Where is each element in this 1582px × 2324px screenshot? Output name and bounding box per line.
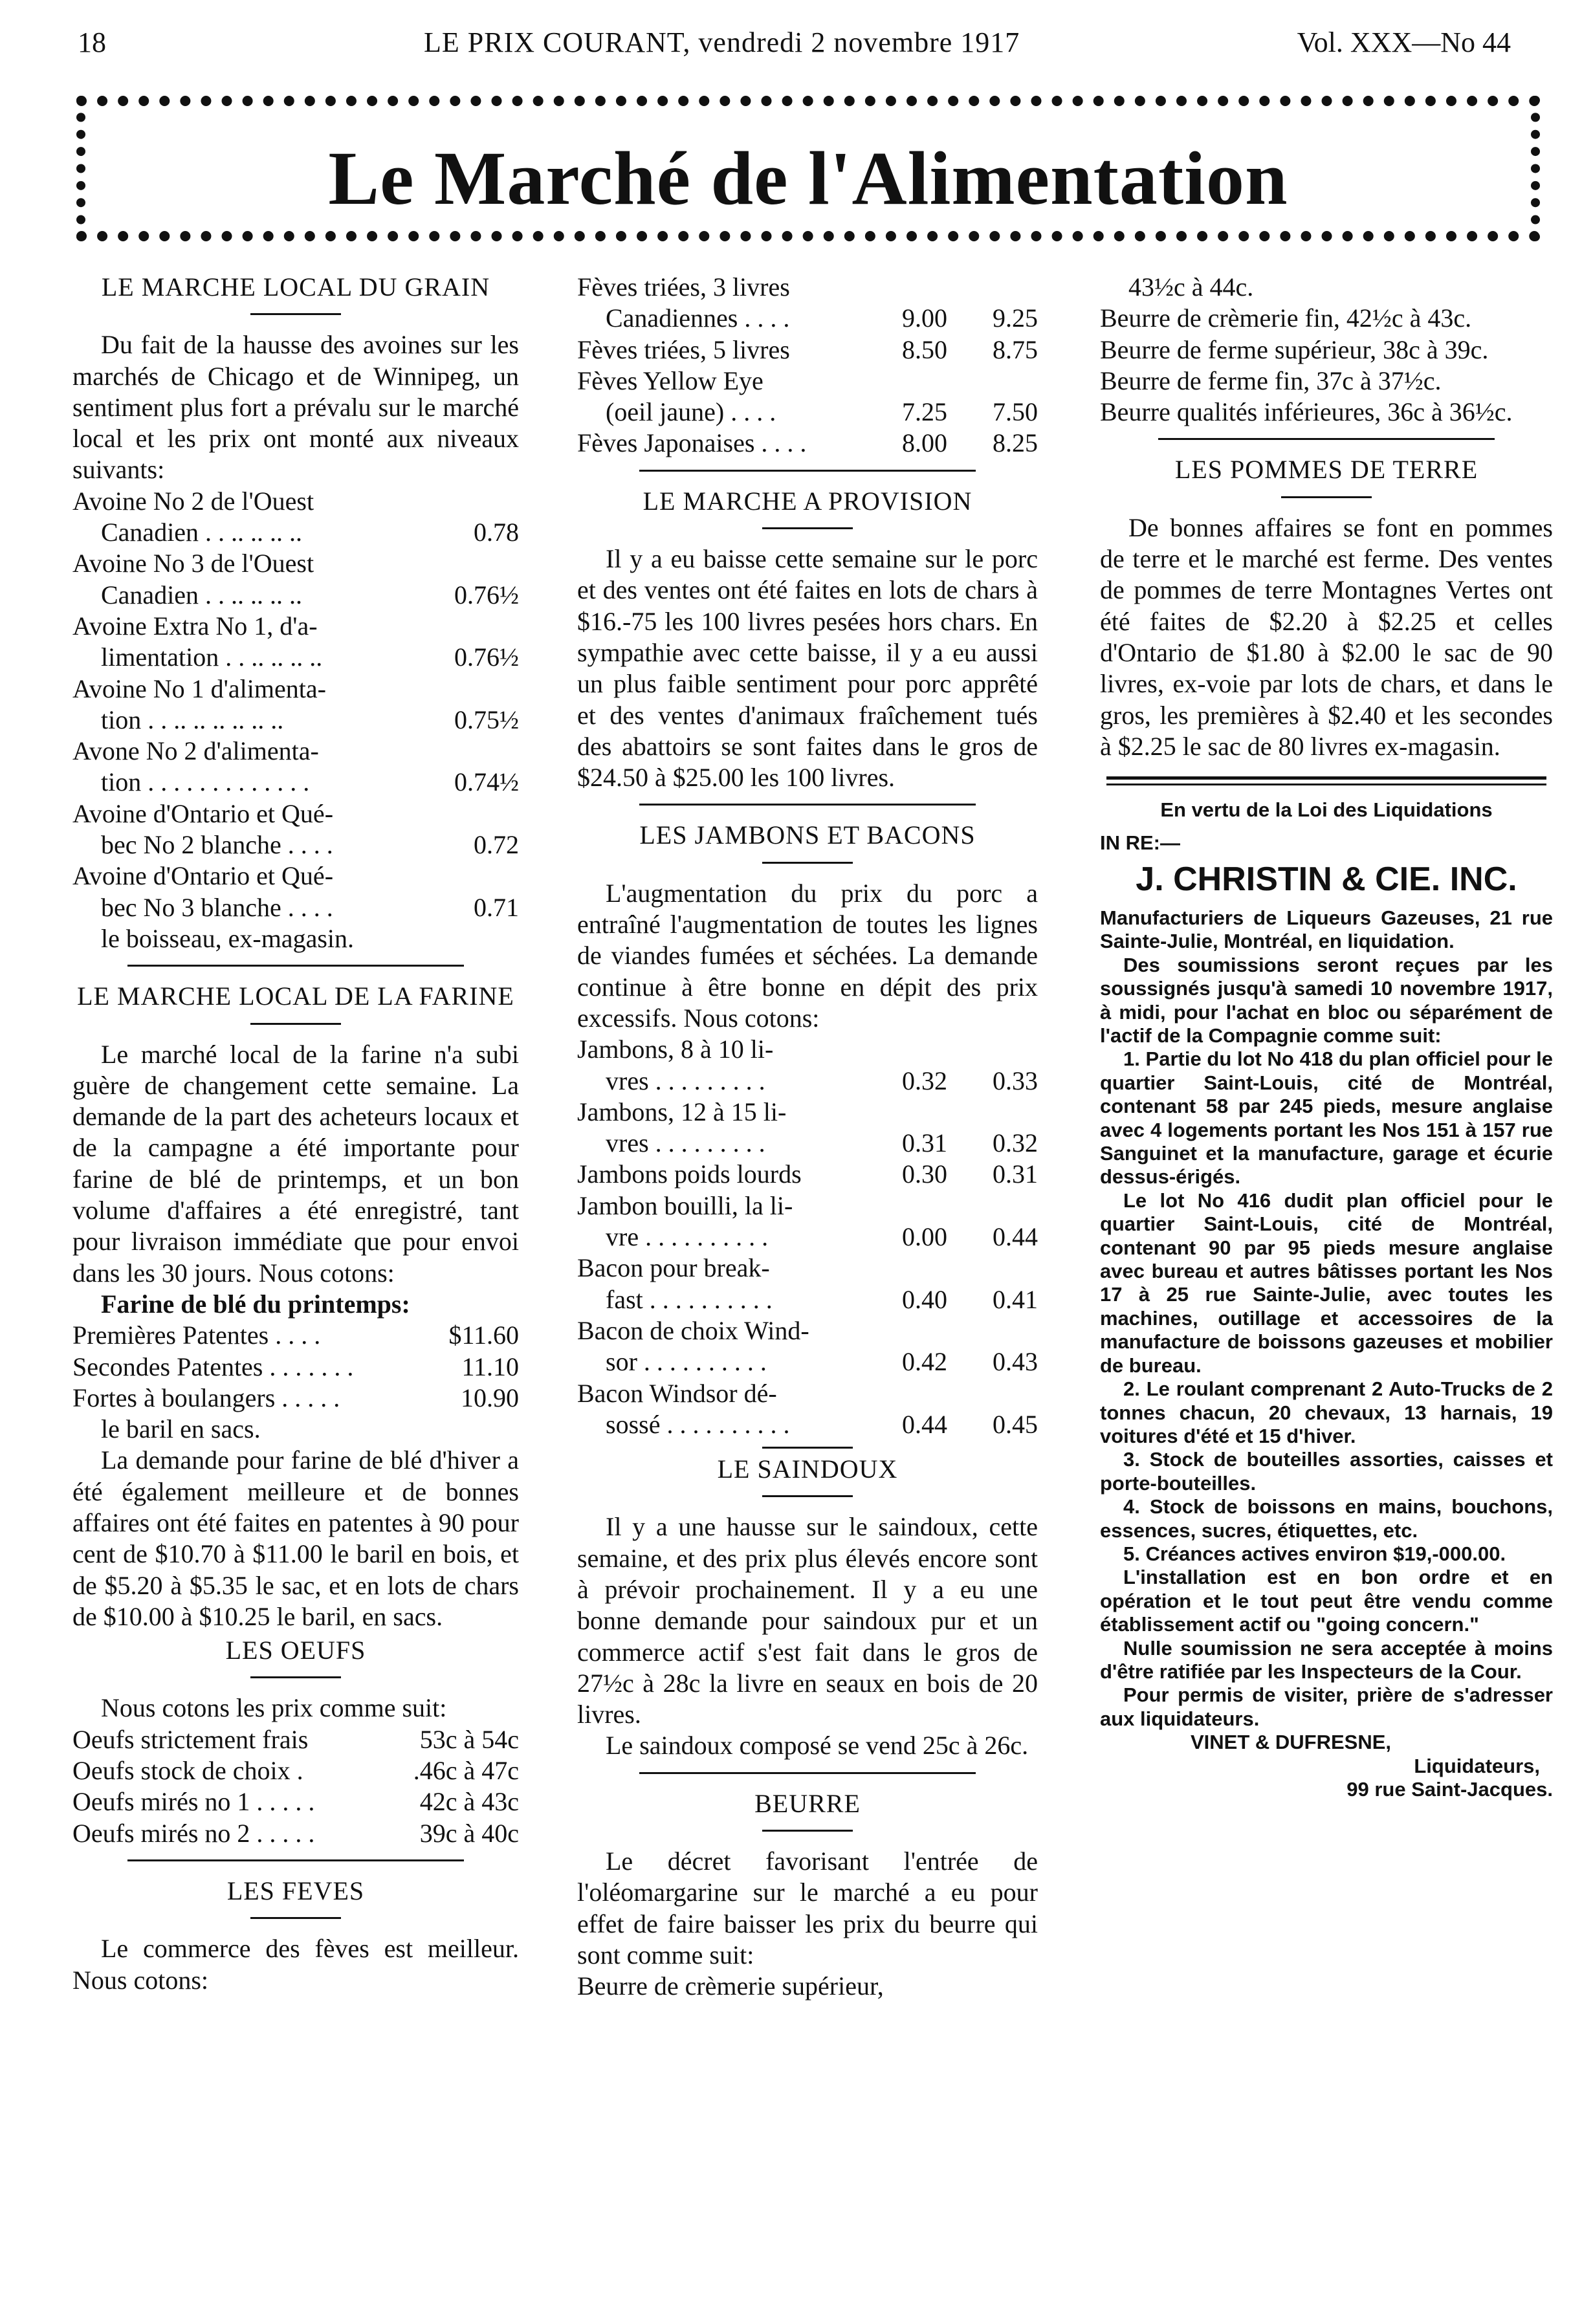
- item-name: Fèves triées, 5 livres: [577, 334, 790, 364]
- page-number: 18: [78, 27, 106, 58]
- item-price: 0.72: [474, 830, 519, 860]
- article-heading: LES FEVES: [226, 1876, 365, 1905]
- item-price-high: 0.32: [993, 1128, 1038, 1158]
- item-name: Premières Patentes . . . .: [72, 1321, 321, 1350]
- article-heading: LE MARCHE LOCAL DE LA FARINE: [77, 981, 514, 1011]
- price-item: [72, 736, 519, 798]
- grain-article: [72, 272, 519, 954]
- legal-notice: [1100, 798, 1553, 1801]
- column-2: [577, 272, 1038, 2002]
- item-price: .46c à 47c: [413, 1756, 519, 1786]
- item-name-cont: sor . . . . . . . . . .: [606, 1347, 767, 1377]
- article-heading: LE MARCHE LOCAL DU GRAIN: [101, 272, 490, 301]
- item-price-low: 8.00: [902, 428, 947, 458]
- legal-item: Le lot No 416 dudit plan officiel pour le quartier Saint-Louis, cité de Montréal, contenant 90 par 95 pieds mesure anglaise avec bureau et autres bâtisses portant les Nos 17 à 25 rue Sainte-Julie, avec toutes les machines, outillage et accessoires de la manufacture de boissons gazeuses et mobilier de bureau.: [1100, 1189, 1553, 1377]
- divider: [1106, 776, 1546, 780]
- price-item: [72, 611, 519, 674]
- price-item: [72, 548, 519, 611]
- signatory-address: 99 rue Saint-Jacques.: [1346, 1778, 1553, 1801]
- price-item: Beurre de crèmerie fin, 42½c à 43c.: [1100, 303, 1472, 333]
- volume-number: Vol. XXX—No 44: [1297, 27, 1511, 58]
- divider: [250, 1676, 341, 1678]
- price-item: Beurre de ferme supérieur, 38c à 39c.: [1100, 334, 1489, 364]
- article-paragraph: Nous cotons les prix comme suit:: [101, 1693, 447, 1723]
- item-name: Fèves Japonaises . . . .: [577, 428, 807, 458]
- item-price-low: 0.32: [902, 1066, 947, 1095]
- item-name-cont: limentation . . .. .. .. ..: [101, 642, 323, 672]
- item-price: 10.90: [461, 1383, 519, 1412]
- column-3: [1100, 272, 1553, 1801]
- price-item: [72, 861, 519, 923]
- article-paragraph: Du fait de la hausse des avoines sur les marchés de Chicago et de Winnipeg, un sentiment plus fort a prévalu sur le marché local et les prix ont monté aux niveaux suivants:: [72, 330, 519, 485]
- item-name-cont: tion . . .. .. .. .. .. ..: [101, 705, 284, 734]
- item-price-high: 9.25: [993, 303, 1038, 333]
- section-banner: [76, 96, 1540, 241]
- divider: [762, 1495, 853, 1497]
- legal-item: 4. Stock de boissons en mains, bouchons, essences, sucres, étiquettes, etc.: [1100, 1495, 1553, 1542]
- company-name: J. CHRISTIN & CIE. INC.: [1136, 860, 1517, 898]
- item-price-high: 0.41: [993, 1284, 1038, 1314]
- item-price: 11.10: [461, 1352, 519, 1381]
- price-item: [72, 486, 519, 549]
- publication-line: LE PRIX COURANT, vendredi 2 novembre 1917: [424, 27, 1020, 58]
- item-name: Secondes Patentes . . . . . . .: [72, 1352, 354, 1381]
- article-paragraph: L'augmentation du prix du porc a entraîné l'augmentation de toutes les lignes de viandes fumées et séchées. La demande continue à être bonne en dépit des prix excessifs. Nous cotons:: [577, 878, 1038, 1033]
- article-heading: BEURRE: [754, 1788, 861, 1818]
- farine-article: [72, 981, 519, 1632]
- divider: [250, 1023, 341, 1025]
- item-name: Avoine No 2 de l'Ouest: [72, 486, 314, 516]
- item-price: 42c à 43c: [419, 1787, 519, 1817]
- item-name-cont: bec No 3 blanche . . . .: [101, 892, 333, 922]
- item-price-high: 0.31: [993, 1159, 1038, 1189]
- item-price-low: 9.00: [902, 303, 947, 333]
- price-list: [72, 486, 519, 923]
- feves-price-list: [577, 272, 1038, 459]
- article-paragraph: Le décret favorisant l'entrée de l'oléomargarine sur le marché a eu pour effet de faire baisser les prix du beurre qui sont comme suit:: [577, 1847, 1038, 1969]
- legal-item: 2. Le roulant comprenant 2 Auto-Trucks de 2 tonnes chacun, 20 chevaux, 13 harnais, 19 voitures d'été et 15 d'hiver.: [1100, 1377, 1553, 1447]
- item-price-high: 8.75: [993, 334, 1038, 364]
- price-note: le baril en sacs.: [101, 1414, 261, 1444]
- item-price-high: 0.44: [993, 1222, 1038, 1252]
- item-name: Oeufs mirés no 1 . . . . .: [72, 1787, 315, 1817]
- section-title: Le Marché de l'Alimentation: [328, 136, 1288, 221]
- item-name: Jambons, 12 à 15 li-: [577, 1097, 787, 1126]
- article-heading: LES POMMES DE TERRE: [1174, 455, 1478, 485]
- item-price: 0.71: [474, 892, 519, 922]
- article-paragraph: Le commerce des fèves est meilleur. Nous cotons:: [72, 1934, 519, 1995]
- price-item: [72, 798, 519, 861]
- item-price-low: 0.44: [902, 1409, 947, 1439]
- signatory-role: Liquidateurs,: [1414, 1754, 1540, 1777]
- item-price: 0.78: [474, 518, 519, 547]
- item-price-low: 0.31: [902, 1128, 947, 1158]
- item-price: 53c à 54c: [419, 1724, 519, 1754]
- item-price: $11.60: [448, 1321, 519, 1350]
- article-heading: LES JAMBONS ET BACONS: [639, 820, 976, 850]
- article-paragraph: Il y a une hausse sur le saindoux, cette semaine, et des prix plus élevés encore sont à prévoir prochainement. Il y a eu une bonne demande pour saindoux pur et un commerce actif s'est fait dans le gros de 27½c à 28c la livre en seaux en bois de 20 livres.: [577, 1512, 1038, 1729]
- legal-paragraph: Des soumissions seront reçues par les soussignés jusqu'à samedi 10 novembre 1917, à midi, pour l'achat en bloc ou séparément de l'actif de la Compagnie comme suit:: [1100, 953, 1553, 1047]
- item-name-cont: vre . . . . . . . . . .: [606, 1222, 769, 1252]
- divider: [639, 804, 976, 806]
- divider: [1106, 784, 1546, 785]
- item-price-low: 0.00: [902, 1222, 947, 1252]
- item-name: Fortes à boulangers . . . . .: [72, 1383, 340, 1412]
- legal-in-re: IN RE:—: [1100, 831, 1180, 854]
- item-name-cont: vres . . . . . . . . .: [606, 1128, 765, 1158]
- item-name: Avoine d'Ontario et Qué-: [72, 861, 334, 891]
- item-name: Fèves triées, 3 livres: [577, 272, 790, 301]
- item-name-cont: Canadien . . .. .. .. ..: [101, 580, 303, 609]
- item-name: Oeufs strictement frais: [72, 1724, 309, 1754]
- price-note: le boisseau, ex-magasin.: [101, 923, 354, 953]
- item-name-cont: Canadiennes . . . .: [606, 303, 790, 333]
- item-name-cont: (oeil jaune) . . . .: [606, 397, 776, 427]
- divider: [250, 313, 341, 315]
- item-price-low: 0.40: [902, 1284, 947, 1314]
- provision-article: [577, 486, 1038, 794]
- item-name-cont: bec No 2 blanche . . . .: [101, 830, 333, 860]
- item-price: 0.74½: [454, 767, 519, 797]
- divider: [127, 1859, 464, 1861]
- item-name: Oeufs mirés no 2 . . . . .: [72, 1818, 315, 1848]
- item-price-high: 0.43: [993, 1347, 1038, 1377]
- signatory: VINET & DUFRESNE,: [1191, 1731, 1392, 1754]
- item-price-high: 0.45: [993, 1409, 1038, 1439]
- divider: [762, 862, 853, 864]
- divider: [127, 965, 464, 967]
- feves-article: [72, 1876, 519, 1996]
- legal-paragraph: Manufacturiers de Liqueurs Gazeuses, 21 rue Sainte-Julie, Montréal, en liquidation.: [1100, 906, 1553, 953]
- oeufs-article: [72, 1635, 519, 1849]
- divider: [250, 1917, 341, 1919]
- legal-paragraph: Pour permis de visiter, prière de s'adresser aux liquidateurs.: [1100, 1683, 1553, 1730]
- price-item: Beurre de ferme fin, 37c à 37½c.: [1100, 366, 1442, 395]
- item-price-low: 7.25: [902, 397, 947, 427]
- beurre-price-list: [1100, 272, 1553, 428]
- price-item: [72, 674, 519, 736]
- item-price-low: 0.42: [902, 1347, 947, 1377]
- item-name: Bacon pour break-: [577, 1253, 770, 1283]
- item-price-high: 7.50: [993, 397, 1038, 427]
- article-heading: LE MARCHE A PROVISION: [643, 486, 972, 516]
- divider: [762, 1447, 853, 1449]
- divider: [1158, 438, 1495, 440]
- jambons-article: [577, 820, 1038, 1440]
- item-name-cont: tion . . . . . . . . . . . . .: [101, 767, 310, 797]
- item-name: Avoine d'Ontario et Qué-: [72, 798, 334, 828]
- item-name: Bacon Windsor dé-: [577, 1378, 777, 1408]
- item-price: 0.76½: [454, 642, 519, 672]
- article-paragraph: Beurre de crèmerie supérieur,: [577, 1971, 884, 2001]
- item-name: Oeufs stock de choix .: [72, 1756, 303, 1786]
- legal-item: 1. Partie du lot No 418 du plan officiel pour le quartier Saint-Louis, cité de Montréal, contenant 58 par 245 pieds, mesure anglaise avec 4 logements portant les Nos 151 à 157 rue Sanguinet et la manufacture, garage et écurie dessus-érigés.: [1100, 1047, 1553, 1189]
- divider: [762, 527, 853, 529]
- column-1: [72, 272, 519, 1996]
- item-name-cont: Canadien . . .. .. .. ..: [101, 518, 303, 547]
- legal-item: 5. Créances actives environ $19,-000.00.: [1123, 1542, 1506, 1565]
- item-price-high: 8.25: [993, 428, 1038, 458]
- article-paragraph: De bonnes affaires se font en pommes de terre et le marché est ferme. Des ventes de pommes de terre Montagnes Vertes ont été faites de $2.20 à $2.25 et celles d'Ontario de $1.80 à $2.00 le sac de 90 livres, ex-voie par lots de chars, et dans le gros, les premières à $2.40 et les secondes à $2.25 le sac de 80 livres ex-magasin.: [1100, 512, 1553, 761]
- divider: [639, 1772, 976, 1774]
- item-price: 0.76½: [454, 580, 519, 609]
- item-price-low: 8.50: [902, 334, 947, 364]
- article-paragraph: Le saindoux composé se vend 25c à 26c.: [606, 1731, 1029, 1760]
- article-heading: LE SAINDOUX: [717, 1454, 898, 1484]
- item-price-low: 0.30: [902, 1159, 947, 1189]
- item-name: Fèves Yellow Eye: [577, 366, 764, 395]
- price-item: Beurre qualités inférieures, 36c à 36½c.: [1100, 397, 1513, 427]
- item-price: 39c à 40c: [419, 1818, 519, 1848]
- item-name: Avoine No 3 de l'Ouest: [72, 549, 314, 578]
- subheading: Farine de blé du printemps:: [101, 1289, 410, 1319]
- divider: [762, 1830, 853, 1832]
- item-name-cont: fast . . . . . . . . . .: [606, 1284, 773, 1314]
- item-price: 0.75½: [454, 705, 519, 734]
- item-name: Avoine Extra No 1, d'a-: [72, 611, 318, 641]
- item-name: Bacon de choix Wind-: [577, 1315, 809, 1345]
- article-heading: LES OEUFS: [225, 1636, 366, 1665]
- divider: [639, 470, 976, 472]
- divider: [1281, 496, 1372, 498]
- beurre-article: [577, 1788, 1038, 2002]
- item-name: Avone No 2 d'alimenta-: [72, 736, 319, 766]
- item-name-cont: vres . . . . . . . . .: [606, 1066, 765, 1095]
- legal-paragraph: Nulle soumission ne sera acceptée à moins d'être ratifiée par les Inspecteurs de la Cour.: [1100, 1636, 1553, 1683]
- article-paragraph: Le marché local de la farine n'a subi guère de changement cette semaine. La demande de la part des acheteurs locaux et de la campagne a été importante pour farine de blé de printemps, et un bon volume d'affaires a été enregistré, tant pour livraison immédiate que pour envoi dans les 30 jours. Nous cotons:: [72, 1039, 519, 1288]
- item-name: Avoine No 1 d'alimenta-: [72, 674, 326, 703]
- article-paragraph: La demande pour farine de blé d'hiver a été également meilleure et de bonnes affaires ont été faites en patentes à 90 pour cent de $10.70 à $11.00 le baril en bois, et de $5.20 à $5.35 le sac, et en lots de chars de $10.00 à $10.25 le baril, en sacs.: [72, 1445, 519, 1631]
- pommes-article: [1100, 454, 1553, 762]
- price-item: 43½c à 44c.: [1128, 272, 1254, 301]
- item-name: Jambons poids lourds: [577, 1159, 802, 1189]
- item-price-high: 0.33: [993, 1066, 1038, 1095]
- item-name-cont: sossé . . . . . . . . . .: [606, 1409, 790, 1439]
- legal-title: En vertu de la Loi des Liquidations: [1160, 798, 1493, 822]
- legal-item: 3. Stock de bouteilles assorties, caisses et porte-bouteilles.: [1100, 1448, 1553, 1495]
- saindoux-article: [577, 1454, 1038, 1762]
- article-paragraph: Il y a eu baisse cette semaine sur le porc et des ventes ont été faites en lots de chars à $16.-75 les 100 livres pesées hors chars. En sympathie avec cette baisse, il y a eu aussi un plus faible sentiment pour porc apprêté et des ventes d'animaux fraîchement tués des abattoirs se sont faites dans le gros de $24.50 à $25.00 les 100 livres.: [577, 544, 1038, 793]
- legal-paragraph: L'installation est en bon ordre et en opération et le tout peut être vendu comme établissement actif ou "going concern.": [1100, 1566, 1553, 1636]
- item-name: Jambon bouilli, la li-: [577, 1190, 793, 1220]
- item-name: Jambons, 8 à 10 li-: [577, 1035, 774, 1064]
